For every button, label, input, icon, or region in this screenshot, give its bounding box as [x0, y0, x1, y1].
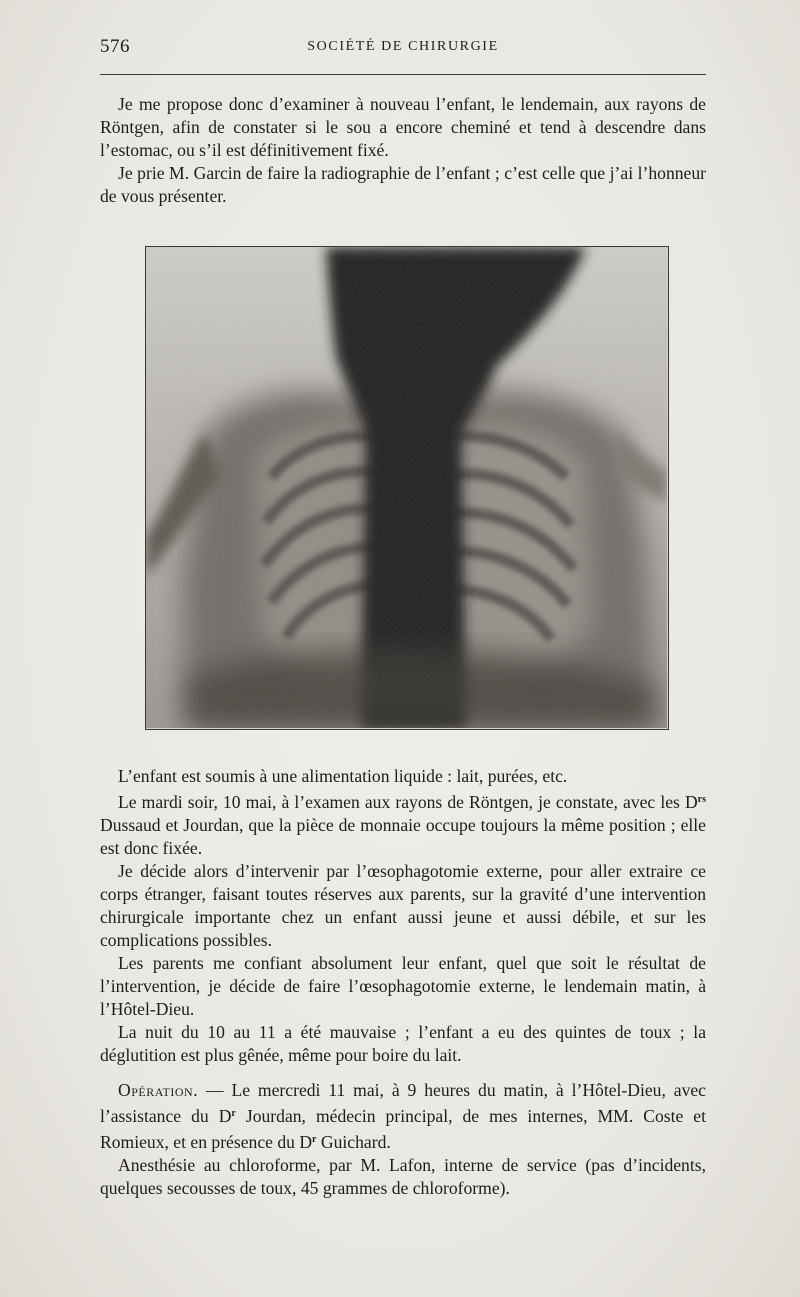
journal-title: SOCIÉTÉ DE CHIRURGIE [307, 39, 499, 54]
section-heading: Opération. [118, 1080, 199, 1100]
paragraph-text: Dussaud et Jourdan, que la pièce de monnaie occupe toujours la même position ; elle est donc fixée. [100, 815, 706, 858]
paragraph-text: Jourdan, médecin principal, de mes internes, MM. Coste et Romieux, et en présence du D [100, 1106, 706, 1152]
paragraph [100, 788, 706, 860]
paragraph-text: Le mardi soir, 10 mai, à l’examen aux rayons de Röntgen, je constate, avec les D [118, 792, 698, 812]
text-block-operation [100, 1079, 706, 1200]
superscript: r [231, 1108, 236, 1119]
paragraph: Je décide alors d’intervenir par l’œsophagotomie externe, pour aller extraire ce corps étranger, faisant toutes réserves aux parents, sur la gravité d’une intervention chirurgicale importante chez un enfant aussi jeune et aussi débile, et sur les complications possibles. [100, 861, 706, 950]
superscript: r [312, 1134, 317, 1145]
radiograph-figure [145, 246, 669, 730]
paragraph: Je prie M. Garcin de faire la radiographie de l’enfant ; c’est celle que j’ai l’honneur de vous présenter. [100, 163, 706, 206]
paragraph [100, 1079, 706, 1154]
chest-radiograph-image [146, 247, 667, 728]
paragraph-text: Guichard. [316, 1132, 391, 1152]
paragraph: La nuit du 10 au 11 a été mauvaise ; l’enfant a eu des quintes de toux ; la déglutition est plus gênée, même pour boire du lait. [100, 1022, 706, 1065]
text-block-middle [100, 765, 706, 1067]
text-block-top [100, 93, 706, 208]
running-head [100, 36, 706, 60]
page-number: 576 [100, 36, 130, 57]
paragraph-text: — Le mercredi 11 mai, à 9 heures du matin, à l’Hôtel-Dieu, avec l’assistance du D [100, 1080, 706, 1126]
paragraph: L’enfant est soumis à une alimentation liquide : lait, purées, etc. [118, 766, 568, 786]
superscript: rs [697, 794, 706, 805]
paragraph: Les parents me confiant absolument leur enfant, quel que soit le résultat de l’intervention, je décide de faire l’œsophagotomie externe, le lendemain matin, à l’Hôtel-Dieu. [100, 953, 706, 1019]
header-rule [100, 74, 706, 75]
paragraph: Anesthésie au chloroforme, par M. Lafon, interne de service (pas d’incidents, quelques secousses de toux, 45 grammes de chloroforme). [100, 1155, 706, 1198]
paragraph: Je me propose donc d’examiner à nouveau l’enfant, le lendemain, aux rayons de Röntgen, afin de constater si le sou a encore cheminé et tend à descendre dans l’estomac, ou s’il est définitivement fixé. [100, 94, 706, 160]
